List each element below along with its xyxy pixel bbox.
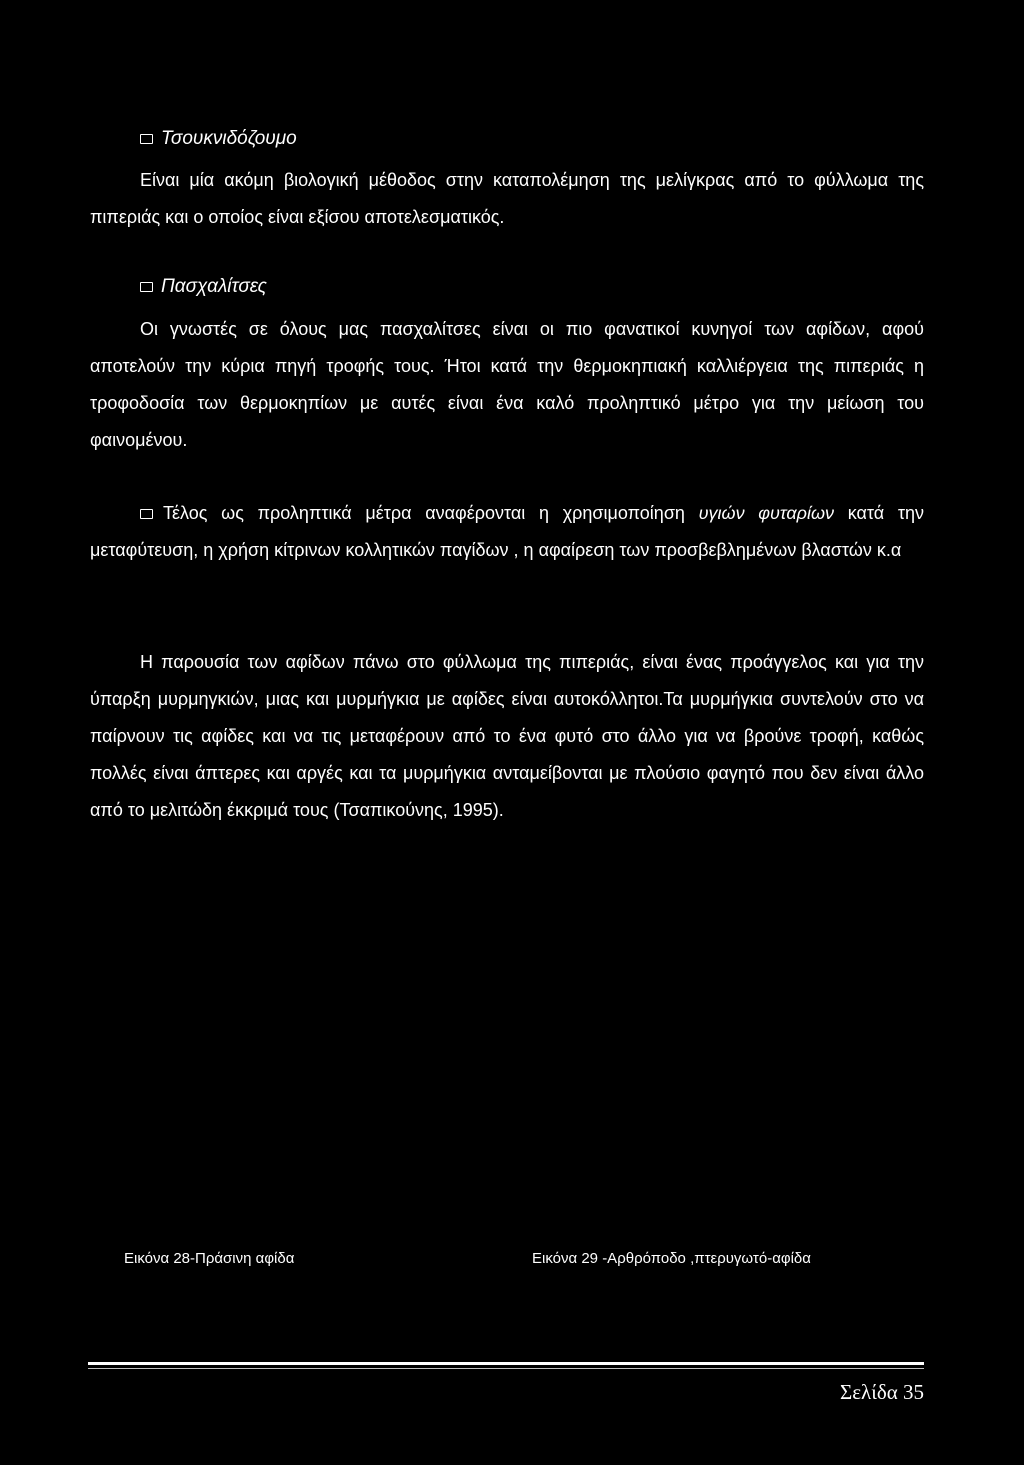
section-heading-text: Τσουκνιδόζουμο [161, 128, 297, 149]
checkbox-bullet-icon [140, 509, 153, 519]
prevention-paragraph [90, 495, 924, 569]
ants-paragraph: Η παρουσία των αφίδων πάνω στο φύλλωμα της πιπεριάς, είναι ένας προάγγελος και για την ύπαρξη μυρμηγκιών, μιας και μυρμήγκια με αφίδες είναι αυτοκόλλητοι.Τα μυρμήγκια συντελούν στο να παίρνουν τις αφίδες και να τις μεταφέρουν από το ένα φυτό στο άλλο για να βρούνε τροφή, καθώς πολλές είναι άπτερες και αργές και τα μυρμήγκια ανταμείβονται με πλούσιο φαγητό που δεν είναι άλλο από το μελιτώδη έκκριμά τους (Τσαπικούνης, 1995). [90, 652, 924, 820]
page-number: Σελίδα 35 [839, 1380, 924, 1404]
section-heading-nettle [140, 128, 297, 150]
prevention-text-end: κατά την μεταφύτευση, η χρήση κίτρινων κολλητικών παγίδων , η αφαίρεση των προσβεβλημένων βλαστών κ.α [90, 503, 924, 560]
figure-caption-29: Εικόνα 29 -Αρθρόποδο ,πτερυγωτό-αφίδα [532, 1250, 811, 1267]
section-heading-ladybugs [140, 276, 267, 298]
footer-rule [88, 1362, 924, 1365]
prevention-italic-term: υγιών φυταρίων [698, 503, 834, 523]
checkbox-bullet-icon [140, 134, 153, 144]
section-heading-text: Πασχαλίτσες [161, 276, 267, 297]
figure-caption-28: Εικόνα 28-Πράσινη αφίδα [124, 1250, 295, 1267]
section-paragraph-ladybugs: Οι γνωστές σε όλους μας πασχαλίτσες είναι οι πιο φανατικοί κυνηγοί των αφίδων, αφού αποτελούν την κύρια πηγή τροφής τους. Ήτοι κατά την θερμοκηπιακή καλλιέργεια της πιπεριάς η τροφοδοσία των θερμοκηπίων με αυτές είναι ένα καλό προληπτικό μέτρο για την μείωση του φαινομένου. [90, 319, 924, 450]
checkbox-bullet-icon [140, 282, 153, 292]
prevention-text-start: Τέλος ως προληπτικά μέτρα αναφέρονται η χρησιμοποίηση [163, 503, 699, 523]
section-paragraph-nettle: Είναι μία ακόμη βιολογική μέθοδος στην καταπολέμηση της μελίγκρας από το φύλλωμα της πιπεριάς και ο οποίος είναι εξίσου αποτελεσματικός. [90, 170, 924, 227]
footer-rule-thin [88, 1368, 924, 1369]
